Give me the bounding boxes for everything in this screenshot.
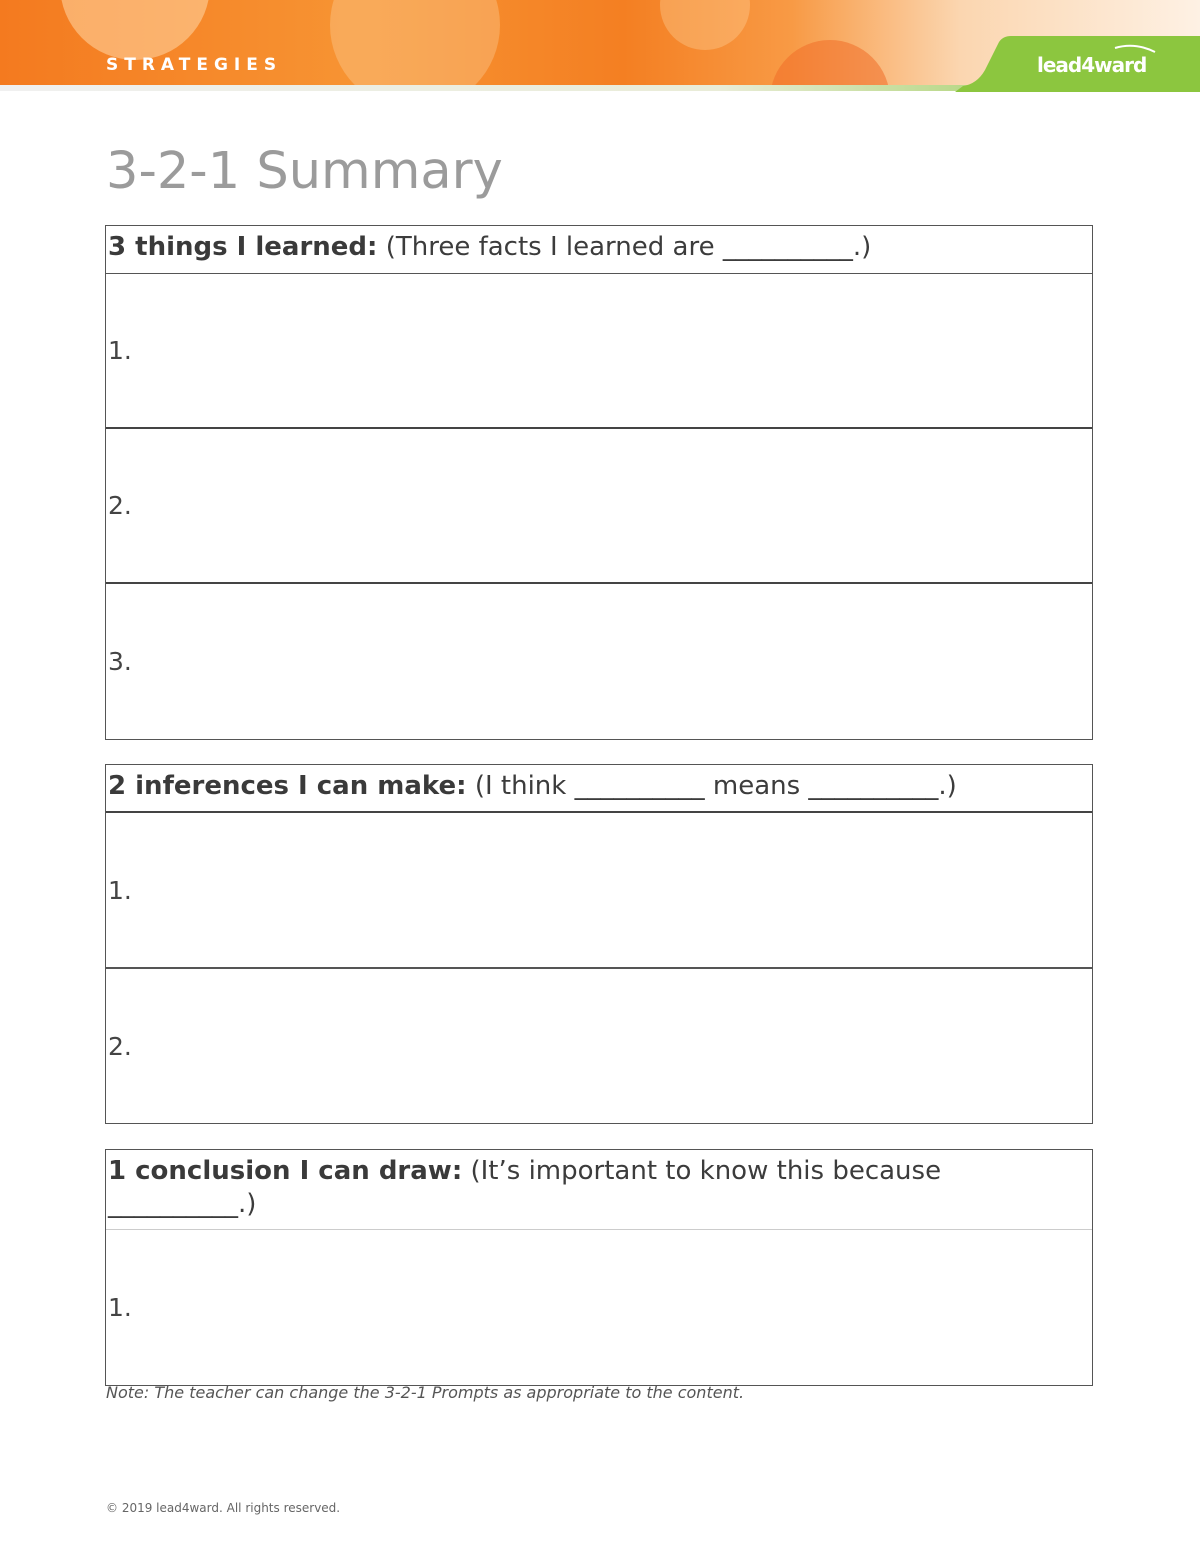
- section-label: STRATEGIES: [106, 55, 283, 75]
- lead4ward-logo: [955, 34, 1200, 92]
- copyright-footer: © 2019 lead4ward. All rights reserved.: [106, 1501, 341, 1515]
- item-number: 3.: [108, 647, 132, 676]
- banner-decoration: [660, 0, 750, 50]
- inferences-item-1[interactable]: [106, 813, 1092, 968]
- page-title: 3-2-1 Summary: [106, 142, 503, 201]
- conclusion-heading: [106, 1150, 1092, 1230]
- learned-heading-bold: 3 things I learned:: [108, 232, 378, 262]
- conclusion-section: [105, 1149, 1093, 1386]
- item-number: 1.: [108, 1293, 132, 1322]
- learned-section: [105, 225, 1093, 740]
- teacher-note: Note: The teacher can change the 3-2-1 Prompts as appropriate to the content.: [106, 1383, 745, 1402]
- banner-decoration: [330, 0, 500, 88]
- learned-item-3[interactable]: [106, 584, 1092, 739]
- item-number: 1.: [108, 336, 132, 365]
- learned-heading: [106, 226, 1092, 274]
- inferences-heading-prompt: (I think __________ means __________.): [466, 771, 957, 801]
- inferences-heading: [106, 765, 1092, 813]
- conclusion-heading-prompt: (It’s important to know this because __________.): [108, 1156, 942, 1219]
- inferences-section: [105, 764, 1093, 1124]
- banner-decoration: [770, 40, 890, 88]
- inferences-item-2[interactable]: [106, 968, 1092, 1123]
- learned-heading-prompt: (Three facts I learned are __________.): [377, 232, 872, 262]
- conclusion-heading-bold: 1 conclusion I can draw:: [108, 1156, 463, 1186]
- inferences-heading-bold: 2 inferences I can make:: [108, 771, 467, 801]
- logo-wordmark: lead4ward: [1037, 53, 1147, 77]
- learned-item-2[interactable]: [106, 429, 1092, 584]
- learned-item-1[interactable]: [106, 274, 1092, 429]
- item-number: 2.: [108, 491, 132, 520]
- banner-decoration: [60, 0, 210, 60]
- conclusion-item-1[interactable]: [106, 1230, 1092, 1385]
- item-number: 2.: [108, 1031, 132, 1061]
- item-number: 1.: [108, 875, 132, 905]
